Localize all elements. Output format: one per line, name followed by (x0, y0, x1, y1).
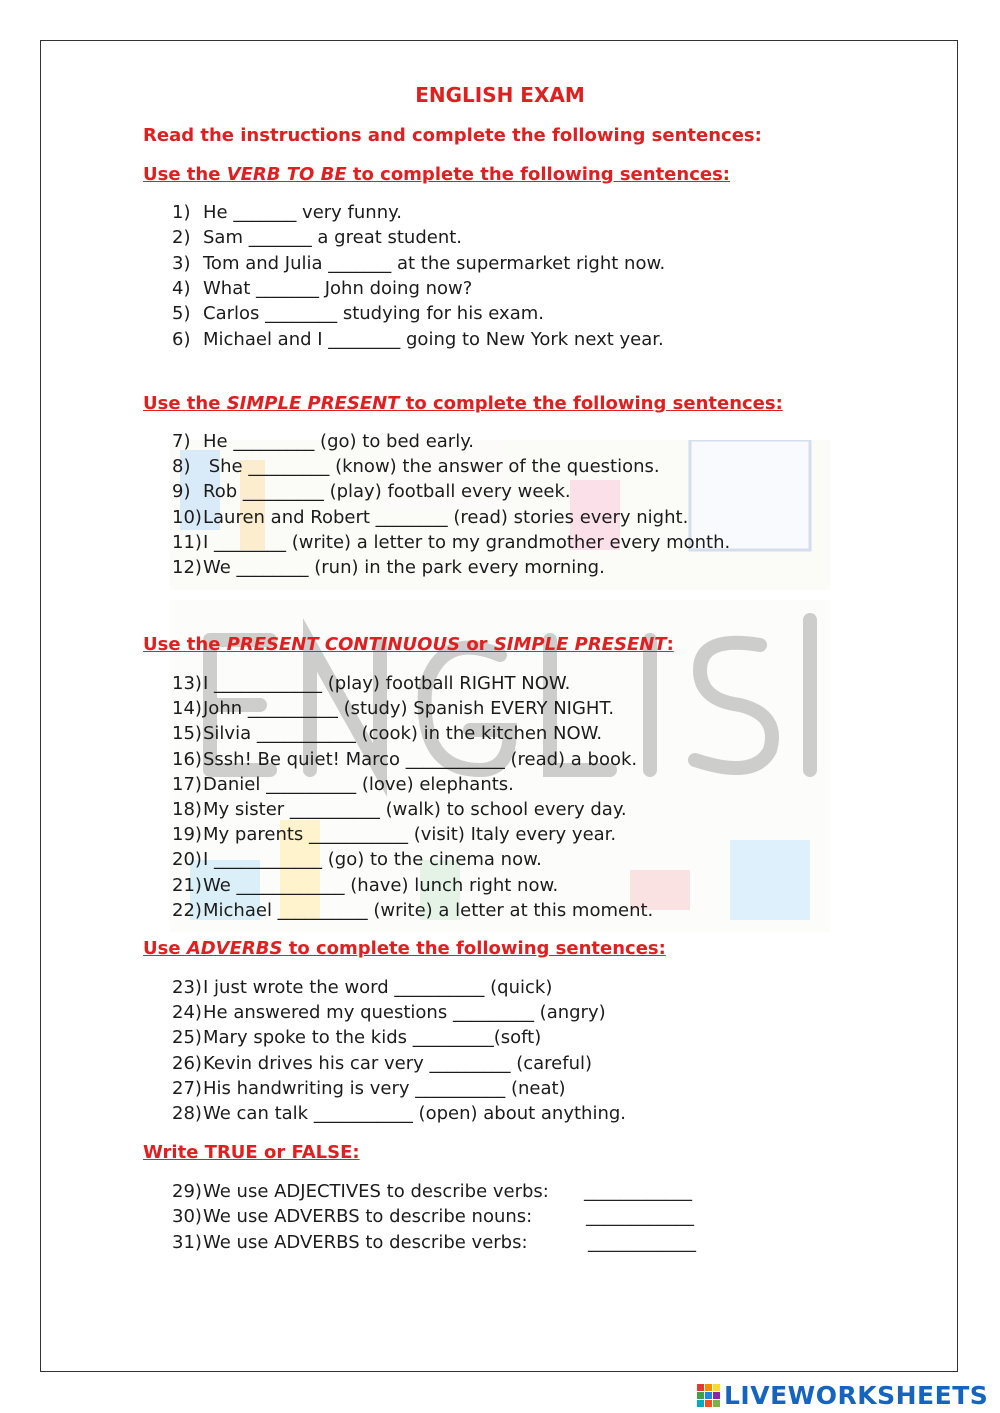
page-title: ENGLISH EXAM (415, 83, 585, 107)
exercise-item (172, 1053, 592, 1074)
exercise-item (172, 673, 570, 694)
exercise-number: 13) (172, 673, 202, 694)
liveworksheets-logo-text: LIVEWORKSHEETS (724, 1380, 989, 1410)
exercise-item (172, 202, 402, 223)
exercise-number: 23) (172, 977, 202, 998)
exercise-item (172, 799, 627, 820)
exercise-text: Sssh! Be quiet! Marco ___________ (read) a book. (203, 748, 638, 770)
exercise-item (172, 900, 653, 921)
exercise-item (172, 481, 571, 502)
exercise-item (172, 329, 664, 350)
exercise-text: Carlos ________ studying for his exam. (203, 303, 544, 325)
exercise-number: 29) (172, 1181, 202, 1202)
exercise-number: 2) (172, 227, 191, 249)
exercise-number: 17) (172, 773, 202, 795)
exercise-number: 1) (172, 202, 191, 223)
exercise-text: Mary spoke to the kids _________(soft) (203, 1027, 542, 1049)
exercise-text: We use ADVERBS to describe nouns: (203, 1206, 533, 1228)
exercise-item (172, 253, 665, 274)
exercise-text: We can talk ___________ (open) about anything. (203, 1103, 627, 1124)
exercise-item (172, 749, 637, 770)
exercise-number: 22) (172, 899, 202, 921)
exercise-text: We use ADVERBS to describe verbs: (203, 1231, 528, 1253)
exercise-number: 12) (172, 557, 202, 578)
exercise-number: 27) (172, 1077, 202, 1099)
exercise-text: My parents ___________ (visit) Italy every year. (203, 824, 617, 846)
exercise-item (172, 849, 542, 870)
exercise-item (172, 1103, 626, 1124)
exercise-item (172, 698, 614, 719)
answer-blank[interactable]: ____________ (584, 1181, 692, 1202)
exercise-number: 25) (172, 1027, 202, 1049)
exercise-text: Silvia ___________ (cook) in the kitchen NOW. (203, 723, 603, 745)
exercise-item (172, 1206, 532, 1227)
exercise-item (172, 1232, 528, 1253)
liveworksheets-logo (697, 1380, 988, 1410)
exercise-item (172, 507, 688, 528)
exercise-text: Lauren and Robert ________ (read) stories every night. (203, 506, 689, 528)
exercise-number: 14) (172, 698, 202, 720)
exercise-text: We use ADJECTIVES to describe verbs: (203, 1181, 549, 1202)
instructions-heading: Read the instructions and complete the following sentences: (143, 125, 762, 146)
exercise-number: 16) (172, 748, 202, 770)
exercise-number: 10) (172, 506, 202, 528)
exercise-text: I ________ (write) a letter to my grandmother every month. (203, 531, 731, 553)
exercise-number: 30) (172, 1206, 202, 1228)
exercise-text: Michael and I ________ going to New York next year. (203, 328, 664, 350)
exercise-text: Rob _________ (play) football every week. (203, 481, 571, 503)
section-heading-simple-present: Use the SIMPLE PRESENT to complete the following sentences: (143, 393, 783, 414)
exercise-item (172, 1002, 606, 1023)
exercise-item (172, 532, 730, 553)
exercise-text: I ____________ (go) to the cinema now. (203, 849, 542, 871)
section-heading-adverbs: Use ADVERBS to complete the following sentences: (143, 938, 666, 959)
exercise-item (172, 1027, 541, 1048)
exercise-text: His handwriting is very __________ (neat) (203, 1077, 566, 1099)
exercise-number: 21) (172, 874, 202, 896)
exercise-item (172, 875, 558, 896)
exercise-text: He _______ very funny. (203, 202, 402, 223)
exercise-item (172, 774, 514, 795)
exercise-number: 4) (172, 277, 191, 299)
exercise-number: 7) (172, 431, 191, 452)
exercise-number: 8) (172, 456, 191, 478)
exercise-text: Tom and Julia _______ at the supermarket right now. (203, 252, 666, 274)
exercise-text: We ________ (run) in the park every morning. (203, 557, 605, 578)
exercise-number: 26) (172, 1052, 202, 1074)
exercise-number: 18) (172, 799, 202, 820)
exercise-number: 11) (172, 531, 202, 553)
exercise-number: 20) (172, 849, 202, 871)
exercise-number: 28) (172, 1103, 202, 1124)
exercise-item (172, 557, 605, 578)
exercise-text: He _________ (go) to bed early. (203, 431, 475, 452)
exercise-item (172, 431, 474, 452)
exercise-item (172, 977, 552, 998)
exercise-text: What _______ John doing now? (203, 277, 473, 299)
exercise-item (172, 278, 472, 299)
section-heading-true-false: Write TRUE or FALSE: (143, 1142, 360, 1163)
exercise-number: 15) (172, 723, 202, 745)
exercise-item (172, 723, 602, 744)
exercise-text: Michael __________ (write) a letter at this moment. (203, 899, 654, 921)
exercise-text: Kevin drives his car very _________ (careful) (203, 1052, 592, 1074)
section-heading-present-continuous: Use the PRESENT CONTINUOUS or SIMPLE PRESENT: (143, 634, 674, 655)
exercise-number: 24) (172, 1002, 202, 1024)
exercise-item (172, 1078, 566, 1099)
exercise-item (172, 227, 462, 248)
answer-blank[interactable]: ____________ (588, 1231, 696, 1253)
exercise-item (172, 456, 660, 477)
exercise-text: We ____________ (have) lunch right now. (203, 874, 559, 896)
exercise-number: 19) (172, 824, 202, 846)
exercise-text: My sister __________ (walk) to school every day. (203, 799, 627, 820)
liveworksheets-grid-icon (697, 1384, 720, 1407)
exercise-number: 3) (172, 252, 191, 274)
answer-blank[interactable]: ____________ (586, 1206, 694, 1228)
exercise-text: Daniel __________ (love) elephants. (203, 773, 514, 795)
exercise-text: I just wrote the word __________ (quick) (203, 977, 553, 998)
exercise-item (172, 1181, 549, 1202)
exercise-text: I ____________ (play) football RIGHT NOW. (203, 673, 571, 694)
exercise-number: 9) (172, 481, 191, 503)
exercise-item (172, 303, 544, 324)
exercise-number: 31) (172, 1231, 202, 1253)
exercise-text: John __________ (study) Spanish EVERY NIGHT. (203, 698, 615, 720)
exercise-text: She _________ (know) the answer of the questions. (203, 456, 660, 478)
exercise-number: 5) (172, 303, 191, 325)
exercise-item (172, 824, 616, 845)
exercise-number: 6) (172, 328, 191, 350)
exercise-text: Sam _______ a great student. (203, 227, 463, 249)
section-heading-verb-to-be: Use the VERB TO BE to complete the following sentences: (143, 164, 730, 185)
exercise-text: He answered my questions _________ (angry) (203, 1002, 606, 1024)
